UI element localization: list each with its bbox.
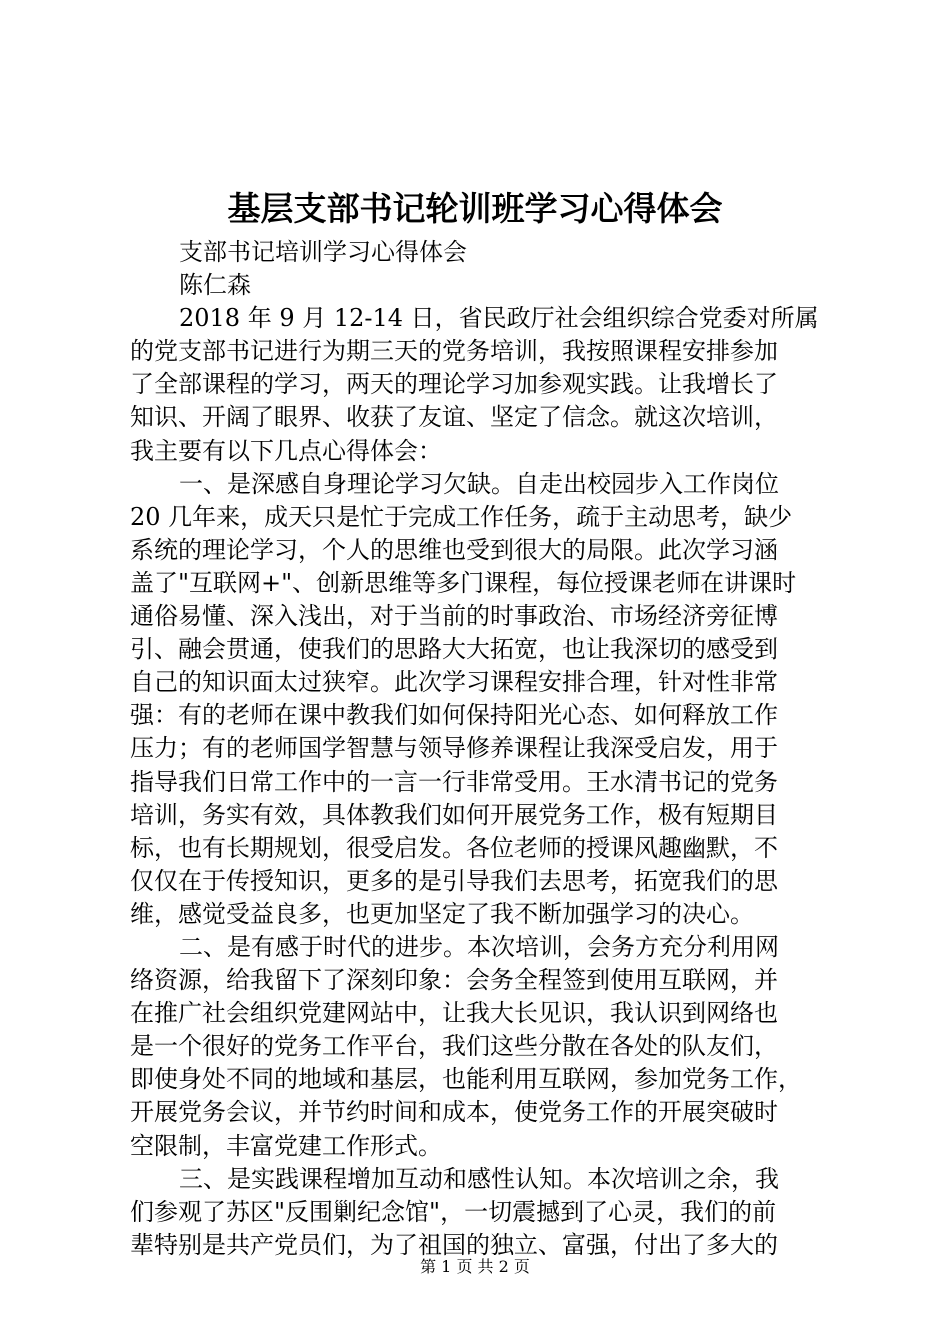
paragraph-line: 自己的知识面太过狭窄。此次学习课程安排合理，针对性非常: [130, 668, 778, 697]
paragraph-line: 开展党务会议，并节约时间和成本，使党务工作的开展突破时: [130, 1098, 778, 1127]
paragraph-line: 是一个很好的党务工作平台，我们这些分散在各处的队友们，: [130, 1032, 778, 1061]
paragraph-line: 培训，务实有效，具体教我们如何开展党务工作，极有短期目: [130, 800, 778, 829]
paragraph-line: 维，感觉受益良多，也更加坚定了我不断加强学习的决心。: [130, 899, 754, 928]
paragraph-line: 三、是实践课程增加互动和感性认知。本次培训之余，我: [179, 1164, 779, 1193]
paragraph-line: 知识、开阔了眼界、收获了友谊、坚定了信念。就这次培训，: [130, 403, 778, 432]
paragraph-line: 盖了"互联网+"、创新思维等多门课程，每位授课老师在讲课时: [130, 568, 797, 597]
paragraph-line: 辈特别是共产党员们，为了祖国的独立、富强，付出了多大的: [130, 1230, 778, 1259]
paragraph-line: 引、融会贯通，使我们的思路大大拓宽，也让我深切的感受到: [130, 635, 778, 664]
paragraph-line: 仅仅在于传授知识，更多的是引导我们去思考，拓宽我们的思: [130, 866, 778, 895]
paragraph-line: 系统的理论学习，个人的思维也受到很大的局限。此次学习涵: [130, 535, 778, 564]
paragraph-line: 指导我们日常工作中的一言一行非常受用。王水清书记的党务: [130, 767, 778, 796]
paragraph-line: 空限制，丰富党建工作形式。: [130, 1131, 442, 1160]
paragraph-line: 2018 年 9 月 12-14 日，省民政厅社会组织综合党委对所属: [179, 304, 819, 333]
paragraph-line: 一、是深感自身理论学习欠缺。自走出校园步入工作岗位: [179, 469, 779, 498]
author-line: 陈仁森: [179, 271, 251, 300]
paragraph-line: 标，也有长期规划，很受启发。各位老师的授课风趣幽默，不: [130, 833, 778, 862]
paragraph-line: 即使身处不同的地域和基层，也能利用互联网，参加党务工作，: [130, 1065, 802, 1094]
paragraph-line: 们参观了苏区"反围剿纪念馆"，一切震撼到了心灵，我们的前: [130, 1197, 777, 1226]
paragraph-line: 通俗易懂、深入浅出，对于当前的时事政治、市场经济旁征博: [130, 602, 778, 631]
subtitle-line: 支部书记培训学习心得体会: [179, 238, 467, 266]
paragraph-line: 强：有的老师在课中教我们如何保持阳光心态、如何释放工作: [130, 701, 778, 730]
paragraph-line: 二、是有感于时代的进步。本次培训，会务方充分利用网: [179, 932, 779, 961]
paragraph-line: 的党支部书记进行为期三天的党务培训，我按照课程安排参加: [130, 337, 778, 366]
paragraph-line: 我主要有以下几点心得体会：: [130, 436, 442, 465]
paragraph-line: 络资源，给我留下了深刻印象：会务全程签到使用互联网，并: [130, 966, 778, 995]
document-body: [130, 236, 830, 1262]
page-footer: 第 1 页 共 2 页: [420, 1257, 530, 1276]
document-title: 基层支部书记轮训班学习心得体会: [227, 189, 723, 228]
paragraph-line: 了全部课程的学习，两天的理论学习加参观实践。让我增长了: [130, 370, 778, 399]
paragraph-line: 20 几年来，成天只是忙于完成工作任务，疏于主动思考，缺少: [130, 502, 793, 531]
paragraph-line: 压力；有的老师国学智慧与领导修养课程让我深受启发，用于: [130, 734, 778, 763]
paragraph-line: 在推广社会组织党建网站中，让我大长见识，我认识到网络也: [130, 999, 778, 1028]
